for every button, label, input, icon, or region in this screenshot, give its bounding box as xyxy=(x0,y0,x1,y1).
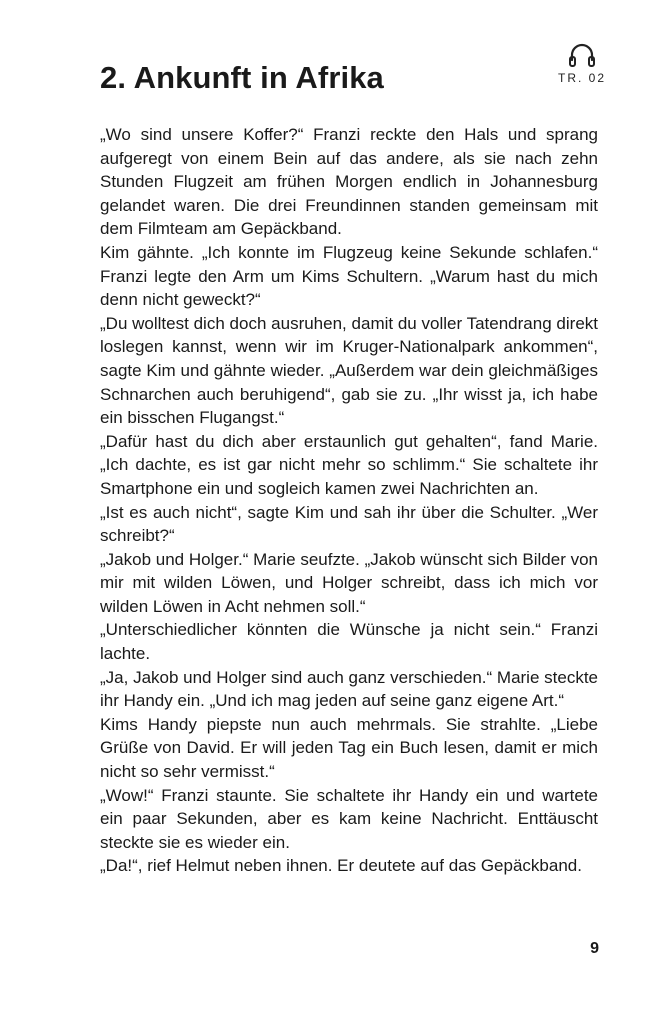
paragraph: „Unterschiedlicher könnten die Wünsche ja nicht sein.“ Franzi lachte. xyxy=(100,620,598,664)
headphones-icon xyxy=(567,42,597,68)
audio-track-marker xyxy=(552,42,612,85)
paragraph: „Wow!“ Franzi staunte. Sie schaltete ihr Handy ein und wartete ein paar Sekunden, aber es kam keine Nachricht. Enttäuscht steckte sie es wieder ein. xyxy=(100,785,598,852)
paragraph: „Jakob und Holger.“ Marie seufzte. „Jakob wünscht sich Bilder von mir mit wilden Löwen, und Holger schreibt, dass ich mich vor wilden Löwen in Acht nehmen soll.“ xyxy=(100,549,598,616)
paragraph: Kim gähnte. „Ich konnte im Flugzeug keine Sekunde schlafen.“ Franzi legte den Arm um Kims Schultern. „Warum hast du mich denn nicht geweckt?“ xyxy=(100,242,598,310)
page-number: 9 xyxy=(590,940,599,957)
paragraph: Kims Handy piepste nun auch mehrmals. Sie strahlte. „Liebe Grüße von David. Er will jeden Tag ein Buch lesen, damit er mich nicht so sehr vermisst.“ xyxy=(100,714,598,782)
paragraph: „Dafür hast du dich aber erstaunlich gut gehalten“, fand Marie. „Ich dachte, es ist gar nicht mehr so schlimm.“ Sie schaltete ihr Smartphone ein und sogleich kamen zwei Nachrichten an. xyxy=(100,431,598,498)
audio-track-label: TR. 02 xyxy=(557,71,606,85)
paragraph: „Ist es auch nicht“, sagte Kim und sah ihr über die Schulter. „Wer schreibt?“ xyxy=(100,502,598,546)
paragraph: „Ja, Jakob und Holger sind auch ganz verschieden.“ Marie steckte ihr Handy ein. „Und ich mag jeden auf seine ganz eigene Art.“ xyxy=(100,667,598,711)
chapter-title: 2. Ankunft in Afrika xyxy=(100,60,384,95)
paragraph: „Wo sind unsere Koffer?“ Franzi reckte den Hals und sprang aufgeregt von einem Bein auf das andere, als sie nach zehn Stunden Flugzeit am frühen Morgen endlich in Johannesburg gelandet waren. Die drei Freundinnen standen gemeinsam mit dem Filmteam am Gepäckband. xyxy=(100,125,598,239)
chapter-body-text xyxy=(100,123,598,878)
paragraph: „Du wolltest dich doch ausruhen, damit du voller Tatendrang direkt loslegen kannst, wenn wir im Kruger-Nationalpark ankommen“, sagte Kim und gähnte wieder. „Außerdem war dein gleichmäßiges Schnarchen auch beruhigend“, gab sie zu. „Ihr wisst ja, ich habe ein bisschen Flugangst.“ xyxy=(100,313,598,428)
paragraph: „Da!“, rief Helmut neben ihnen. Er deutete auf das Gepäckband. xyxy=(100,856,582,876)
